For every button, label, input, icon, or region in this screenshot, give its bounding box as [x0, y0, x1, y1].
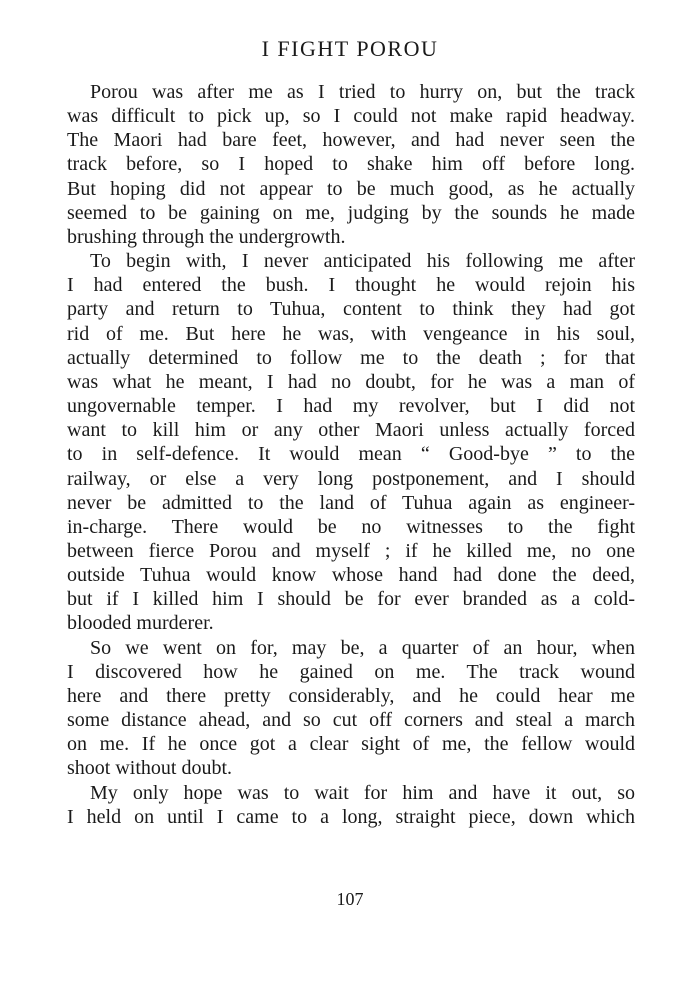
paragraph — [67, 249, 635, 636]
text-line: in-charge. There would be no witnesses to the fight — [67, 515, 635, 538]
text-line: track before, so I hoped to shake him off before long. — [67, 153, 635, 176]
paragraph — [67, 636, 635, 781]
text-line: was what he meant, I had no doubt, for he was a man of — [67, 370, 635, 393]
text-line: never be admitted to the land of Tuhua again as engineer- — [67, 491, 635, 514]
text-line: was difficult to pick up, so I could not make rapid headway. — [67, 105, 635, 128]
text-line: I discovered how he gained on me. The track wound — [67, 660, 635, 683]
text-line: outside Tuhua would know whose hand had done the deed, — [67, 564, 635, 587]
text-line: The Maori had bare feet, however, and had never seen the — [67, 129, 635, 152]
text-line: want to kill him or any other Maori unless actually forced — [67, 419, 635, 442]
text-line: on me. If he once got a clear sight of me, the fellow would — [67, 733, 635, 756]
text-line: ungovernable temper. I had my revolver, but I did not — [67, 395, 635, 418]
text-line: My only hope was to wait for him and have it out, so — [90, 781, 635, 804]
text-line: to in self-defence. It would mean “ Good-bye ” to the — [67, 443, 635, 466]
text-line: So we went on for, may be, a quarter of an hour, when — [90, 636, 635, 659]
text-line: railway, or else a very long postponement, and I should — [67, 467, 635, 490]
text-line: seemed to be gaining on me, judging by the sounds he made — [67, 201, 635, 224]
paragraph — [67, 80, 635, 249]
paragraph — [67, 781, 635, 829]
text-line: but if I killed him I should be for ever branded as a cold- — [67, 588, 635, 611]
text-line: party and return to Tuhua, content to think they had got — [67, 298, 635, 321]
text-line: actually determined to follow me to the death ; for that — [67, 346, 635, 369]
running-title: I FIGHT POROU — [261, 36, 439, 61]
text-line: I held on until I came to a long, straight piece, down which — [67, 805, 635, 828]
text-line: rid of me. But here he was, with vengeance in his soul, — [67, 322, 635, 345]
body-text — [67, 80, 635, 829]
text-line: some distance ahead, and so cut off corners and steal a march — [67, 709, 635, 732]
page-number: 107 — [336, 889, 364, 909]
text-line: shoot without doubt. — [67, 757, 233, 780]
text-line: But hoping did not appear to be much good, as he actually — [67, 177, 635, 200]
text-line: I had entered the bush. I thought he would rejoin his — [67, 274, 635, 297]
text-line: To begin with, I never anticipated his following me after — [90, 250, 635, 273]
text-line: brushing through the undergrowth. — [67, 225, 346, 248]
text-line: Porou was after me as I tried to hurry on, but the track — [90, 81, 635, 103]
text-line: here and there pretty considerably, and he could hear me — [67, 684, 635, 707]
text-line: blooded murderer. — [67, 612, 214, 635]
text-line: between fierce Porou and myself ; if he killed me, no one — [67, 539, 635, 562]
